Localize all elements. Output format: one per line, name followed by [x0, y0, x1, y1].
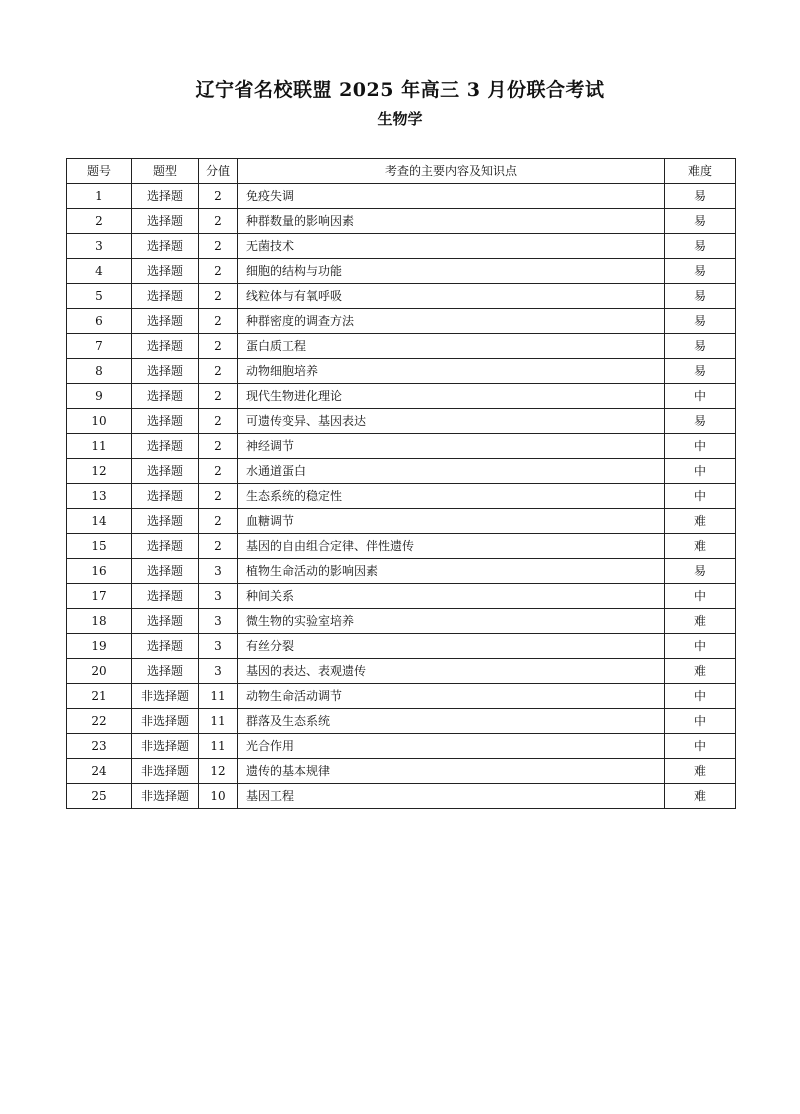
cell-score: 11	[199, 684, 238, 709]
cell-score: 2	[199, 184, 238, 209]
cell-difficulty: 易	[665, 359, 736, 384]
table-row	[67, 759, 736, 784]
cell-type: 选择题	[132, 209, 199, 234]
cell-type: 选择题	[132, 334, 199, 359]
cell-type: 选择题	[132, 284, 199, 309]
cell-difficulty: 易	[665, 234, 736, 259]
cell-type: 选择题	[132, 509, 199, 534]
cell-difficulty: 难	[665, 659, 736, 684]
document-title: 辽宁省名校联盟 2025 年高三 3 月份联合考试	[195, 79, 605, 101]
cell-topic: 现代生物进化理论	[238, 384, 665, 409]
cell-score: 2	[199, 234, 238, 259]
cell-score: 2	[199, 384, 238, 409]
cell-topic: 动物细胞培养	[238, 359, 665, 384]
cell-difficulty: 难	[665, 759, 736, 784]
cell-difficulty: 易	[665, 209, 736, 234]
table-row	[67, 409, 736, 434]
document-subtitle: 生物学	[377, 110, 423, 128]
cell-score: 10	[199, 784, 238, 809]
cell-difficulty: 中	[665, 734, 736, 759]
table-row	[67, 234, 736, 259]
cell-difficulty: 易	[665, 334, 736, 359]
cell-score: 2	[199, 459, 238, 484]
cell-difficulty: 易	[665, 259, 736, 284]
cell-type: 选择题	[132, 409, 199, 434]
cell-topic: 植物生命活动的影响因素	[238, 559, 665, 584]
cell-difficulty: 中	[665, 634, 736, 659]
cell-num: 18	[67, 609, 132, 634]
cell-topic: 有丝分裂	[238, 634, 665, 659]
cell-topic: 基因工程	[238, 784, 665, 809]
cell-difficulty: 中	[665, 459, 736, 484]
cell-num: 14	[67, 509, 132, 534]
table-row	[67, 284, 736, 309]
cell-type: 非选择题	[132, 759, 199, 784]
cell-score: 2	[199, 509, 238, 534]
cell-topic: 种群数量的影响因素	[238, 209, 665, 234]
cell-topic: 细胞的结构与功能	[238, 259, 665, 284]
table-row	[67, 359, 736, 384]
cell-topic: 群落及生态系统	[238, 709, 665, 734]
table-row	[67, 459, 736, 484]
cell-type: 选择题	[132, 634, 199, 659]
cell-num: 4	[67, 259, 132, 284]
cell-num: 13	[67, 484, 132, 509]
table-row	[67, 584, 736, 609]
cell-type: 选择题	[132, 434, 199, 459]
cell-topic: 微生物的实验室培养	[238, 609, 665, 634]
cell-difficulty: 易	[665, 309, 736, 334]
table-row	[67, 209, 736, 234]
cell-num: 2	[67, 209, 132, 234]
cell-topic: 光合作用	[238, 734, 665, 759]
cell-topic: 可遗传变异、基因表达	[238, 409, 665, 434]
cell-score: 3	[199, 659, 238, 684]
cell-num: 22	[67, 709, 132, 734]
cell-num: 8	[67, 359, 132, 384]
cell-type: 选择题	[132, 584, 199, 609]
cell-score: 2	[199, 334, 238, 359]
cell-score: 3	[199, 634, 238, 659]
cell-score: 2	[199, 284, 238, 309]
cell-score: 2	[199, 309, 238, 334]
cell-topic: 种间关系	[238, 584, 665, 609]
table-row	[67, 384, 736, 409]
cell-type: 选择题	[132, 534, 199, 559]
cell-score: 2	[199, 359, 238, 384]
cell-type: 选择题	[132, 234, 199, 259]
cell-difficulty: 中	[665, 584, 736, 609]
cell-difficulty: 易	[665, 284, 736, 309]
table-row	[67, 509, 736, 534]
cell-score: 12	[199, 759, 238, 784]
cell-topic: 种群密度的调查方法	[238, 309, 665, 334]
cell-difficulty: 难	[665, 509, 736, 534]
cell-topic: 蛋白质工程	[238, 334, 665, 359]
cell-num: 3	[67, 234, 132, 259]
cell-difficulty: 难	[665, 534, 736, 559]
cell-type: 选择题	[132, 659, 199, 684]
cell-topic: 基因的自由组合定律、伴性遗传	[238, 534, 665, 559]
cell-topic: 基因的表达、表观遗传	[238, 659, 665, 684]
cell-type: 选择题	[132, 459, 199, 484]
cell-topic: 免疫失调	[238, 184, 665, 209]
table-row	[67, 434, 736, 459]
cell-num: 21	[67, 684, 132, 709]
cell-score: 2	[199, 534, 238, 559]
table-row	[67, 659, 736, 684]
header-type: 题型	[132, 159, 199, 184]
cell-type: 非选择题	[132, 709, 199, 734]
cell-type: 选择题	[132, 384, 199, 409]
cell-num: 7	[67, 334, 132, 359]
cell-difficulty: 难	[665, 609, 736, 634]
cell-num: 15	[67, 534, 132, 559]
cell-num: 12	[67, 459, 132, 484]
cell-difficulty: 易	[665, 409, 736, 434]
cell-score: 2	[199, 409, 238, 434]
cell-num: 19	[67, 634, 132, 659]
cell-type: 非选择题	[132, 784, 199, 809]
cell-score: 3	[199, 584, 238, 609]
cell-difficulty: 中	[665, 484, 736, 509]
cell-score: 2	[199, 209, 238, 234]
table-header-row	[67, 159, 736, 184]
cell-score: 3	[199, 559, 238, 584]
header-score: 分值	[199, 159, 238, 184]
cell-score: 2	[199, 434, 238, 459]
cell-topic: 动物生命活动调节	[238, 684, 665, 709]
cell-score: 2	[199, 259, 238, 284]
table-row	[67, 484, 736, 509]
cell-type: 选择题	[132, 609, 199, 634]
cell-difficulty: 易	[665, 559, 736, 584]
cell-num: 20	[67, 659, 132, 684]
cell-difficulty: 中	[665, 434, 736, 459]
cell-num: 17	[67, 584, 132, 609]
table-body	[67, 184, 736, 809]
cell-topic: 无菌技术	[238, 234, 665, 259]
header-topic: 考查的主要内容及知识点	[238, 159, 665, 184]
cell-num: 9	[67, 384, 132, 409]
table-row	[67, 184, 736, 209]
cell-num: 5	[67, 284, 132, 309]
table-row	[67, 709, 736, 734]
cell-num: 25	[67, 784, 132, 809]
cell-num: 6	[67, 309, 132, 334]
cell-score: 3	[199, 609, 238, 634]
header-difficulty: 难度	[665, 159, 736, 184]
cell-topic: 水通道蛋白	[238, 459, 665, 484]
cell-score: 11	[199, 709, 238, 734]
cell-difficulty: 中	[665, 709, 736, 734]
table-row	[67, 534, 736, 559]
cell-type: 选择题	[132, 309, 199, 334]
table-row	[67, 259, 736, 284]
table-row	[67, 684, 736, 709]
table-row	[67, 309, 736, 334]
cell-num: 24	[67, 759, 132, 784]
table-row	[67, 734, 736, 759]
table-row	[67, 784, 736, 809]
cell-type: 选择题	[132, 259, 199, 284]
cell-type: 选择题	[132, 359, 199, 384]
cell-topic: 遗传的基本规律	[238, 759, 665, 784]
cell-num: 10	[67, 409, 132, 434]
cell-type: 非选择题	[132, 684, 199, 709]
cell-score: 11	[199, 734, 238, 759]
cell-type: 非选择题	[132, 734, 199, 759]
cell-num: 1	[67, 184, 132, 209]
cell-score: 2	[199, 484, 238, 509]
table-row	[67, 559, 736, 584]
cell-num: 11	[67, 434, 132, 459]
cell-topic: 神经调节	[238, 434, 665, 459]
cell-num: 23	[67, 734, 132, 759]
cell-difficulty: 中	[665, 684, 736, 709]
cell-topic: 生态系统的稳定性	[238, 484, 665, 509]
exam-spec-table	[66, 158, 736, 809]
header-num: 题号	[67, 159, 132, 184]
cell-type: 选择题	[132, 484, 199, 509]
cell-type: 选择题	[132, 184, 199, 209]
cell-num: 16	[67, 559, 132, 584]
cell-difficulty: 中	[665, 384, 736, 409]
cell-topic: 线粒体与有氧呼吸	[238, 284, 665, 309]
cell-difficulty: 易	[665, 184, 736, 209]
cell-difficulty: 难	[665, 784, 736, 809]
cell-topic: 血糖调节	[238, 509, 665, 534]
table-row	[67, 334, 736, 359]
table-row	[67, 609, 736, 634]
table-row	[67, 634, 736, 659]
cell-type: 选择题	[132, 559, 199, 584]
